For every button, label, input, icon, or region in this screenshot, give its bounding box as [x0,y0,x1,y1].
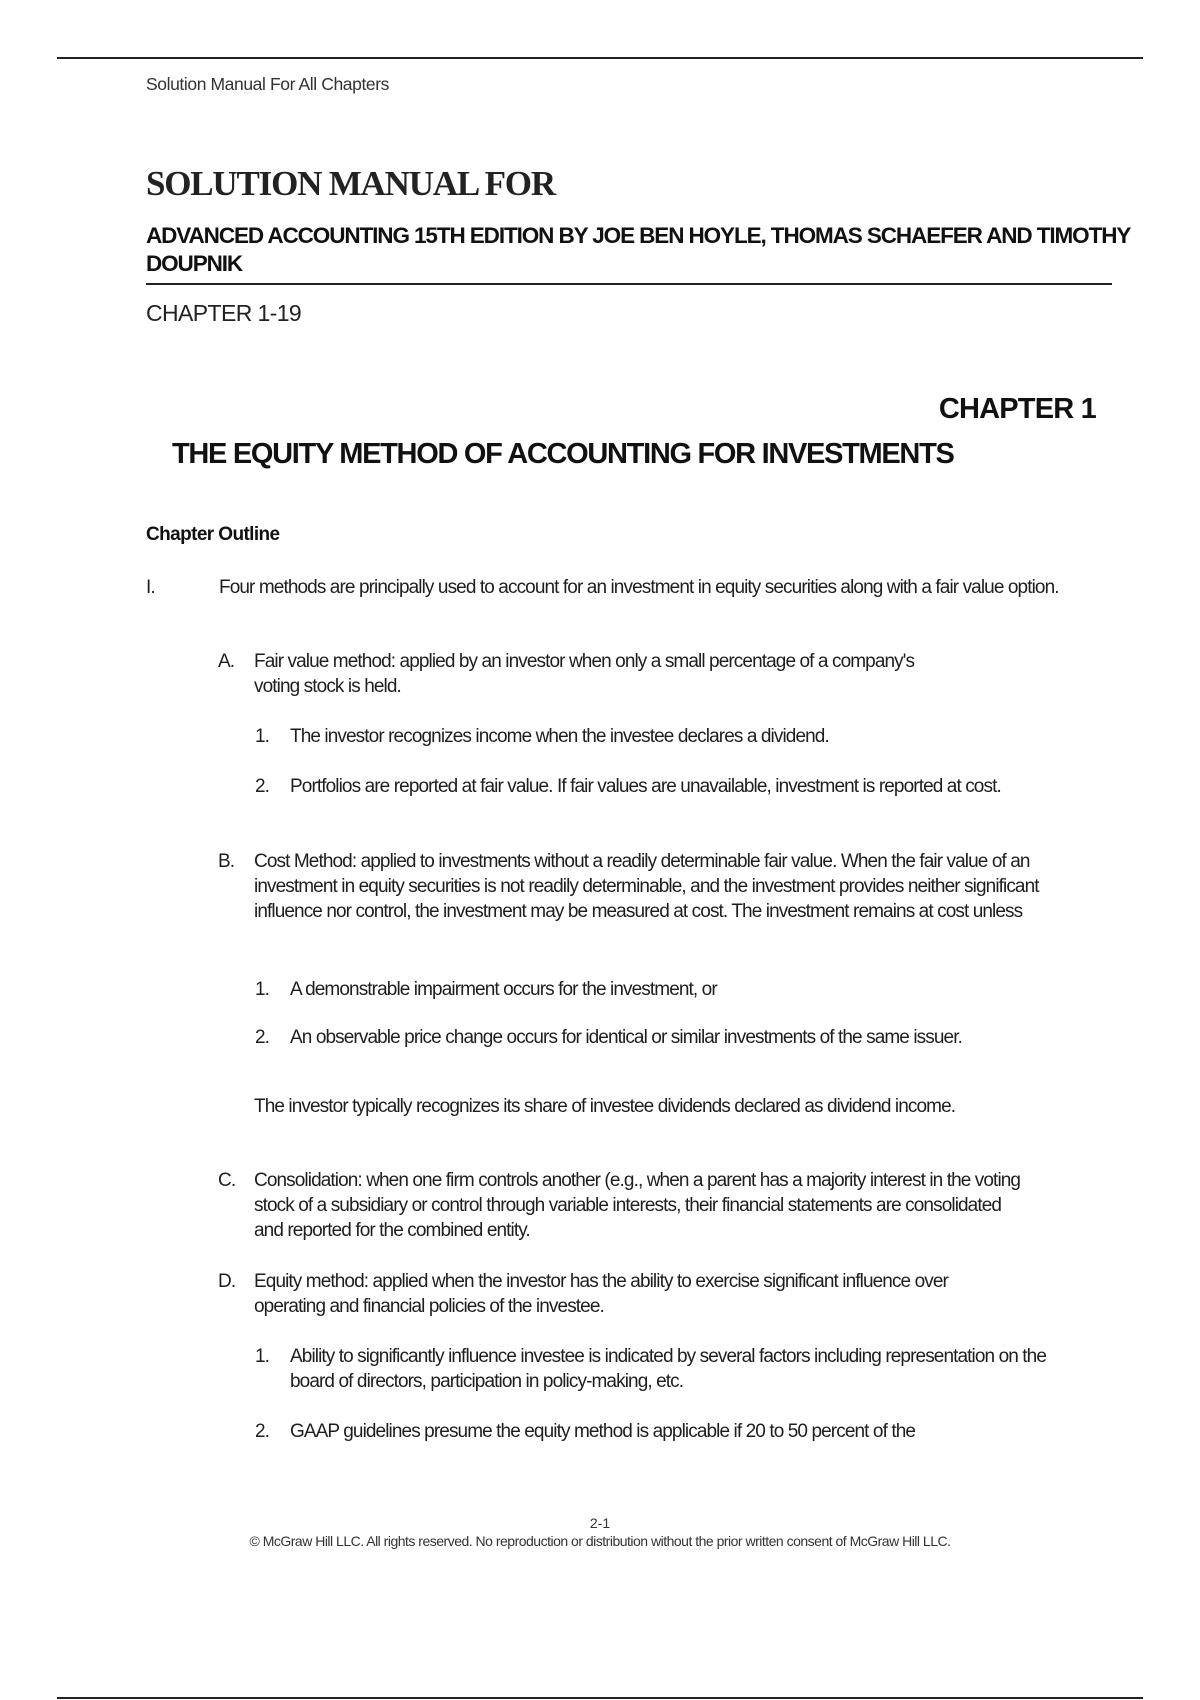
outline-text: Consolidation: when one firm controls another (e.g., when a parent has a majority interest in the voting stock of a subsidiary or control through variable interests, their financial statements are consolidated and reported for the combined entity. [254,1170,1021,1241]
chapters-range: CHAPTER 1-19 [146,300,302,326]
outline-text: The investor recognizes income when the investee declares a dividend. [290,726,829,747]
outline-text: The investor typically recognizes its share of investee dividends declared as dividend income. [254,1096,956,1117]
bottom-rule [57,1697,1143,1699]
outline-text: Ability to significantly influence investee is indicated by several factors including representation on the board of directors, participation in policy-making, etc. [290,1346,1047,1392]
outline-marker: 2. [255,1421,270,1442]
outline-text: Cost Method: applied to investments without a readily determinable fair value. When the fair value of an investment in equity securities is not readily determinable, and the investment provides neither significant influence nor control, the investment may be measured at cost. The investment remains at cost unless [254,851,1039,922]
outline-marker: 1. [255,726,270,747]
copyright-notice: © McGraw Hill LLC. All rights reserved. No reproduction or distribution without the prior written consent of McGraw Hill LLC. [249,1533,951,1549]
outline-marker: 1. [255,979,270,1000]
outline-marker: D. [218,1271,236,1292]
outline-marker: I. [146,577,155,598]
outline-text: Four methods are principally used to account for an investment in equity securities along with a fair value option. [219,577,1059,598]
title-underline [146,283,1112,285]
running-head: Solution Manual For All Chapters [146,74,390,94]
outline-text: GAAP guidelines presume the equity method is applicable if 20 to 50 percent of the [290,1421,916,1442]
outline-marker: A. [218,651,235,672]
main-title: SOLUTION MANUAL FOR [146,164,555,203]
outline-marker: 1. [255,1346,270,1367]
outline-text: Portfolios are reported at fair value. If fair values are unavailable, investment is reported at cost. [290,776,1001,797]
chapter-title: THE EQUITY METHOD OF ACCOUNTING FOR INVESTMENTS [172,438,954,470]
outline-text: An observable price change occurs for identical or similar investments of the same issuer. [290,1027,962,1048]
outline-marker: 2. [255,1027,270,1048]
book-subtitle: ADVANCED ACCOUNTING 15TH EDITION BY JOE BEN HOYLE, THOMAS SCHAEFER AND TIMOTHY DOUPNIK [146,223,1130,276]
page-number: 2-1 [589,1515,611,1531]
outline-marker: B. [218,851,235,872]
outline-text: Equity method: applied when the investor has the ability to exercise significant influence over operating and financial policies of the investee. [254,1271,948,1317]
outline-text: Fair value method: applied by an investor when only a small percentage of a company's voting stock is held. [254,651,915,697]
outline-heading: Chapter Outline [146,524,280,545]
top-rule [57,57,1143,59]
outline-marker: C. [218,1170,236,1191]
outline-text: A demonstrable impairment occurs for the investment, or [290,979,717,1000]
chapter-number: CHAPTER 1 [938,393,1096,425]
outline-marker: 2. [255,776,270,797]
